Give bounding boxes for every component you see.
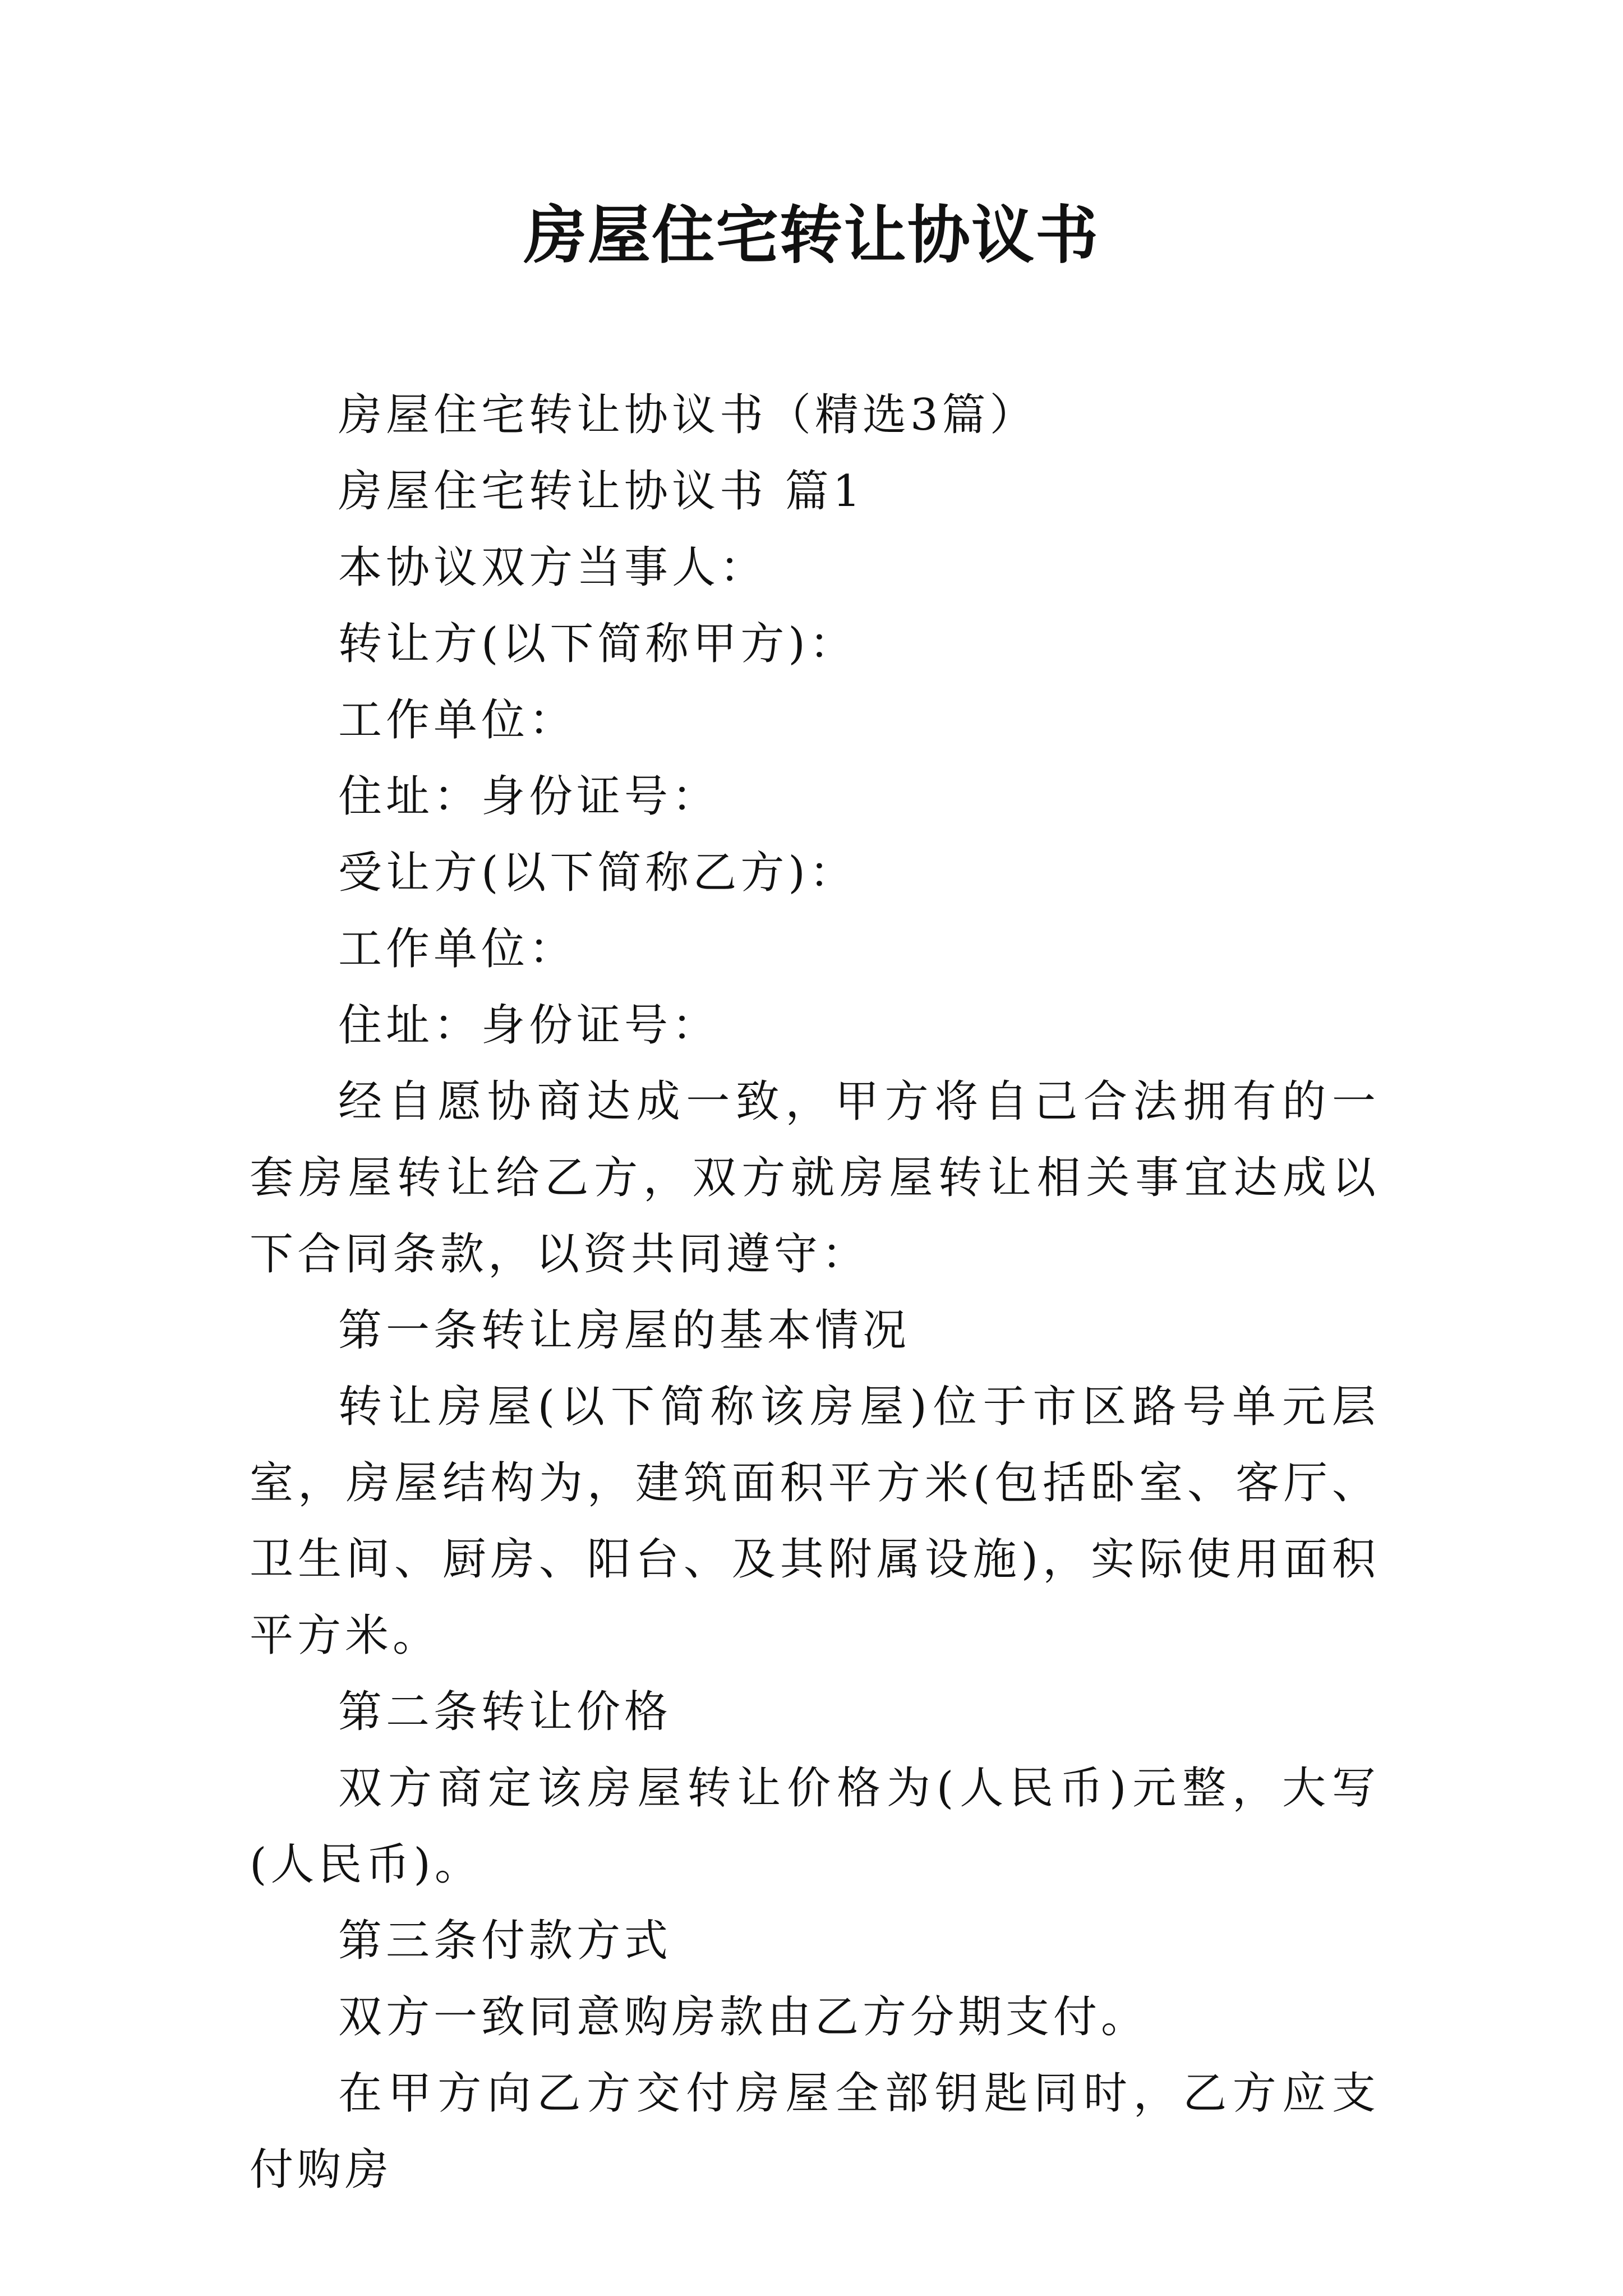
paragraph-transferor-employer: 工作单位： — [338, 695, 577, 746]
paragraph-transferee: 受让方(以下简称乙方)： — [338, 848, 857, 898]
paragraph-article-3-continued: 在甲方向乙方交付房屋全部钥匙同时，乙方应支付购房 — [250, 2068, 1380, 2195]
paragraph-transferee-employer: 工作单位： — [338, 924, 577, 974]
paragraph-section-heading: 房屋住宅转让协议书 篇1 — [338, 466, 865, 517]
paragraph-article-1-body: 转让房屋(以下简称该房屋)位于市区路号单元层室，房屋结构为，建筑面积平方米(包括卧室、客厅、卫生间、厨房、阳台、及其附属设施)，实际使用面积平方米。 — [250, 1382, 1380, 1661]
paragraph-transferor: 转让方(以下简称甲方)： — [338, 619, 857, 669]
paragraph-subtitle: 房屋住宅转让协议书（精选3篇） — [338, 390, 1038, 440]
paragraph-parties: 本协议双方当事人： — [338, 542, 768, 593]
paragraph-article-1-heading: 第一条转让房屋的基本情况 — [338, 1305, 911, 1356]
paragraph-preamble: 经自愿协商达成一致，甲方将自己合法拥有的一套房屋转让给乙方，双方就房屋转让相关事宜达成以下合同条款，以资共同遵守： — [250, 1076, 1380, 1280]
document-title: 房屋住宅转让协议书 — [524, 199, 1099, 272]
paragraph-transferee-address: 住址：身份证号： — [338, 1000, 720, 1051]
paragraph-article-2-heading: 第二条转让价格 — [338, 1687, 672, 1737]
paragraph-article-3-body: 双方一致同意购房款由乙方分期支付。 — [338, 1992, 1149, 2042]
paragraph-transferor-address: 住址：身份证号： — [338, 771, 720, 822]
paragraph-article-2-body: 双方商定该房屋转让价格为(人民币)元整，大写(人民币)。 — [250, 1763, 1380, 1890]
paragraph-article-3-heading: 第三条付款方式 — [338, 1916, 672, 1966]
document-body — [250, 377, 1380, 2208]
